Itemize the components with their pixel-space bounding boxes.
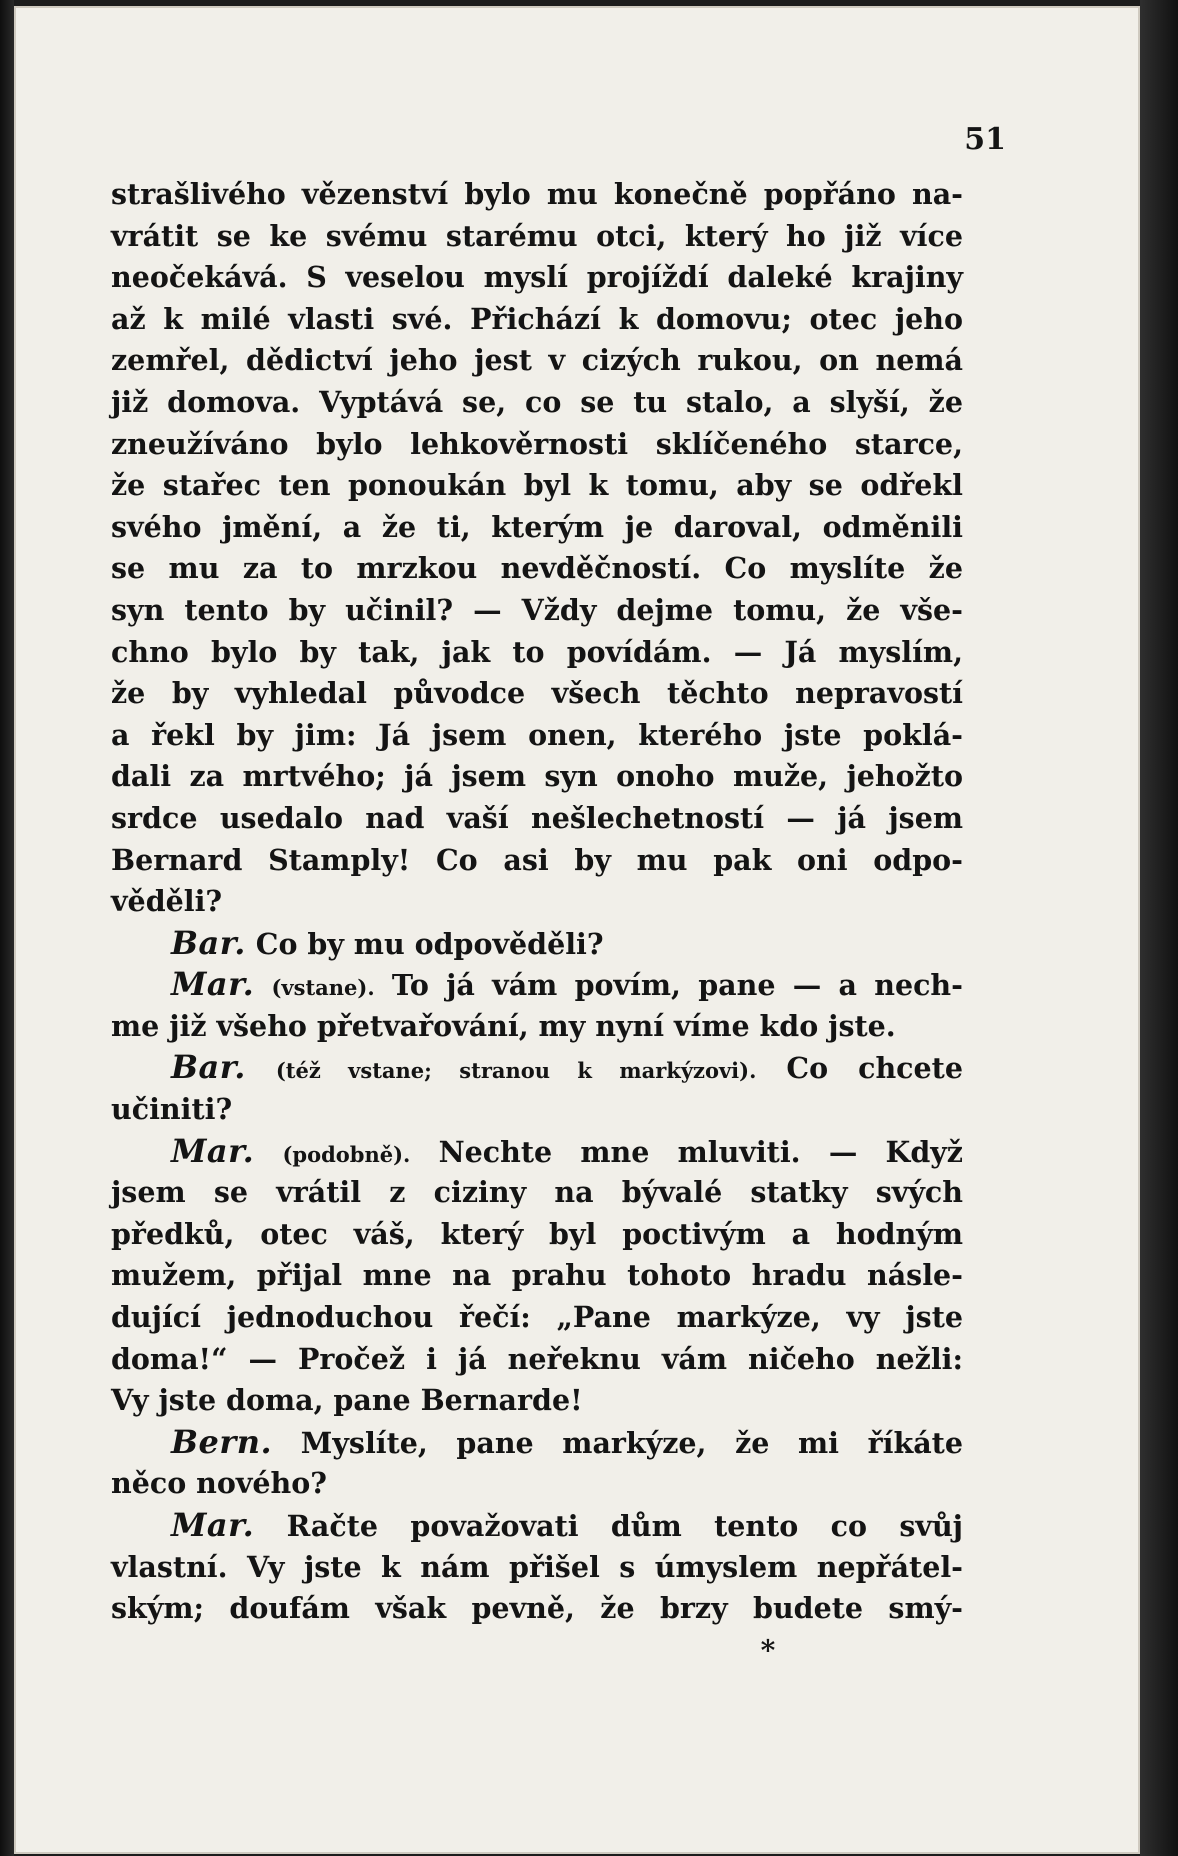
- line-text: vrátit se ke svému starému otci, který ho již více: [111, 218, 963, 253]
- line-text: Co chcete: [786, 1051, 963, 1086]
- text-line: [111, 1380, 963, 1422]
- line-text: již domova. Vyptává se, co se tu stalo, a slyší, že: [111, 384, 963, 419]
- text-line: [111, 1172, 963, 1214]
- line-text: Bernard Stamply! Co asi by mu pak oni odpo-: [111, 842, 963, 877]
- text-line: [111, 1339, 963, 1381]
- text-line: [111, 1588, 963, 1630]
- text-line: [111, 382, 963, 424]
- line-text: učiniti?: [111, 1092, 233, 1127]
- text-line: [111, 1297, 963, 1339]
- dialogue-line: [111, 923, 963, 965]
- text-line: [111, 632, 963, 674]
- text-line: [111, 1214, 963, 1256]
- dialogue-line: [111, 964, 963, 1006]
- line-text: svého jmění, a že ti, kterým je daroval, odměnili: [111, 509, 963, 544]
- text-line: [111, 840, 963, 882]
- text-line: [111, 715, 963, 757]
- line-text: me již všeho přetvařování, my nyní víme kdo jste.: [111, 1008, 896, 1043]
- line-text: dali za mrtvého; já jsem syn onoho muže, jehožto: [111, 759, 963, 794]
- line-text: a řekl by jim: Já jsem onen, kterého jste poklá-: [111, 717, 963, 752]
- speaker-name: Mar.: [171, 1131, 255, 1170]
- scan-right-edge: [1140, 0, 1178, 1856]
- line-text: Račte považovati dům tento co svůj: [286, 1509, 963, 1543]
- speaker-name: Bar.: [171, 1048, 246, 1087]
- text-line: [111, 1255, 963, 1297]
- line-text: zemřel, dědictví jeho jest v cizých rukou, on nemá: [111, 343, 963, 378]
- line-text: předků, otec váš, který byl poctivým a hodným: [111, 1216, 963, 1251]
- line-text: jsem se vrátil z ciziny na bývalé statky svých: [111, 1175, 963, 1210]
- text-line: [111, 1006, 963, 1048]
- line-text: srdce usedalo nad vaší nešlechetností — já jsem: [111, 800, 963, 835]
- text-line: [111, 590, 963, 632]
- dialogue-line: [111, 1505, 963, 1547]
- text-line: [111, 1089, 963, 1131]
- text-line: [111, 1463, 963, 1505]
- speaker-name: Mar.: [171, 965, 255, 1004]
- text-line: [111, 548, 963, 590]
- line-text: Myslíte, pane markýze, že mi říkáte: [300, 1425, 963, 1460]
- line-text: Co by mu odpověděli?: [255, 926, 604, 961]
- text-line: [111, 216, 963, 258]
- line-text: vlastní. Vy jste k nám přišel s úmyslem nepřátel-: [111, 1549, 963, 1584]
- page-number: 51: [964, 122, 1006, 157]
- line-text: že by vyhledal původce všech těchto nepravostí: [111, 676, 963, 711]
- line-text: syn tento by učinil? — Vždy dejme tomu, že vše-: [111, 592, 963, 627]
- line-text: doma!“ — Pročež i já neřeknu vám ničeho nežli:: [111, 1341, 963, 1376]
- text-line: [111, 756, 963, 798]
- text-line: [111, 340, 963, 382]
- page-text: [111, 174, 963, 1630]
- stage-direction: (podobně).: [282, 1141, 411, 1167]
- speaker-name: Bar.: [171, 923, 246, 962]
- scan-left-edge: [0, 0, 14, 1856]
- line-text: něco nového?: [111, 1466, 327, 1501]
- text-line: [111, 424, 963, 466]
- line-text: až k milé vlasti své. Přichází k domovu; otec jeho: [111, 301, 963, 336]
- text-line: [111, 465, 963, 507]
- speaker-name: Mar.: [171, 1506, 255, 1544]
- text-line: [111, 798, 963, 840]
- line-text: věděli?: [111, 884, 223, 919]
- line-text: chno bylo by tak, jak to povídám. — Já myslím,: [111, 634, 963, 669]
- text-line: [111, 1547, 963, 1589]
- speaker-name: Bern.: [171, 1422, 273, 1461]
- dialogue-line: [111, 1047, 963, 1089]
- line-text: neočekává. S veselou myslí projíždí daleké krajiny: [111, 260, 963, 295]
- line-text: Vy jste doma, pane Bernarde!: [111, 1383, 583, 1418]
- signature-mark: *: [760, 1634, 776, 1667]
- dialogue-line: [111, 1422, 963, 1464]
- text-line: [111, 299, 963, 341]
- line-text: strašlivého vězenství bylo mu konečně popřáno na-: [111, 177, 963, 211]
- stage-direction: (též vstane; stranou k markýzovi).: [275, 1058, 757, 1084]
- text-line: [111, 673, 963, 715]
- line-text: zneužíváno bylo lehkověrnosti sklíčeného starce,: [111, 426, 963, 461]
- text-line: [111, 507, 963, 549]
- stage-direction: (vstane).: [271, 975, 375, 1001]
- text-line: [111, 174, 963, 216]
- line-text: mužem, přijal mne na prahu tohoto hradu násle-: [111, 1258, 963, 1293]
- line-text: že stařec ten ponoukán byl k tomu, aby se odřekl: [111, 468, 963, 503]
- text-line: [111, 257, 963, 299]
- line-text: Nechte mne mluviti. — Když: [438, 1134, 963, 1169]
- dialogue-line: [111, 1131, 963, 1173]
- line-text: To já vám povím, pane — a nech-: [391, 968, 963, 1003]
- line-text: dující jednoduchou řečí: „Pane markýze, vy jste: [111, 1300, 963, 1335]
- text-line: [111, 881, 963, 923]
- line-text: se mu za to mrzkou nevděčností. Co myslíte že: [111, 551, 963, 586]
- line-text: ským; doufám však pevně, že brzy budete smý-: [111, 1591, 963, 1626]
